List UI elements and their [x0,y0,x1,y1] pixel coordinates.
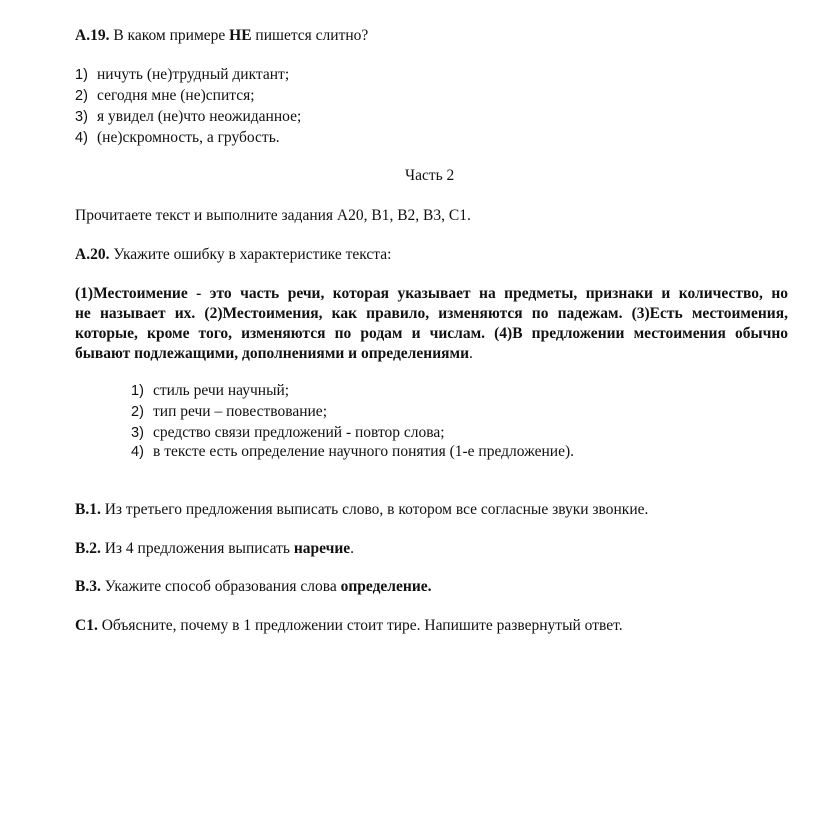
a20-option-text: тип речи – повествование; [153,403,327,420]
question-a20 [75,245,391,265]
question-a19-text-post: пишется слитно? [251,27,369,44]
a20-option-3 [131,423,445,443]
question-b1-label: В.1. [75,501,101,518]
question-a19-text-pre: В каком примере [109,27,230,44]
section-intro: Прочитаете текст и выполните задания А20, В1, В2, В3, С1. [75,207,471,224]
question-b2-label: В.2. [75,540,101,557]
question-b3-label: В.3. [75,578,101,595]
a20-option-number: 1) [131,383,144,399]
question-a20-label: А.20. [75,246,110,263]
reading-text-line: которые, кроме того, изменяются по родам и числам. (4)В предложении местоимения обычно [75,325,788,342]
a19-option-number: 4) [75,130,88,146]
question-b2-text: Из 4 предложения выписать [100,540,294,557]
a19-option-3 [75,107,301,127]
reading-text-end: . [469,345,473,362]
question-b3-text: Укажите способ образования слова [100,578,341,595]
a19-option-1 [75,65,289,85]
question-b1-text: Из третьего предложения выписать слово, в котором все согласные звуки звонкие. [100,501,649,518]
question-a19-text-bold: НЕ [229,27,252,44]
a20-option-number: 3) [131,425,144,441]
question-c1 [75,616,623,636]
question-c1-text: Объясните, почему в 1 предложении стоит тире. Напишите развернутый ответ. [97,617,623,634]
a20-option-2 [131,402,327,422]
question-a19 [75,26,368,46]
a19-option-2 [75,86,255,106]
question-b3-bold: определение. [340,578,432,595]
reading-text-line: не называет их. (2)Местоимения, как правило, изменяются по падежам. (3)Есть местоимения, [75,305,788,322]
a19-option-text: сегодня мне (не)спится; [97,87,255,104]
question-b2-bold: наречие [293,540,351,557]
a19-option-4 [75,128,280,148]
reading-text-line: (1)Местоимение - это часть речи, которая указывает на предметы, признаки и количество, но [75,285,788,302]
a20-option-number: 2) [131,404,144,420]
a20-option-text: в тексте есть определение научного понятия (1-е предложение). [153,443,574,460]
a20-option-text: средство связи предложений - повтор слова; [153,424,445,441]
question-b3 [75,577,432,597]
question-b2 [75,539,354,559]
a19-option-number: 1) [75,67,88,83]
question-a19-label: А.19. [75,27,110,44]
a19-option-number: 2) [75,88,88,104]
question-c1-label: С1. [75,617,98,634]
a19-option-text: ничуть (не)трудный диктант; [97,66,290,83]
question-a20-text: Укажите ошибку в характеристике текста: [109,246,392,263]
a20-option-4 [131,442,574,462]
a20-option-text: стиль речи научный; [153,382,290,399]
a20-option-number: 4) [131,444,144,460]
a20-option-1 [131,381,289,401]
a19-option-number: 3) [75,109,88,125]
section-title: Часть 2 [405,167,455,184]
reading-text-last-line [75,344,788,364]
a19-option-text: (не)скромность, а грубость. [97,129,280,146]
reading-text-line: бывают подлежащими, дополнениями и определениями [75,345,469,362]
question-b2-end: . [350,540,355,557]
reading-text [75,284,788,364]
question-b1 [75,500,648,520]
a19-option-text: я увидел (не)что неожиданное; [97,108,302,125]
